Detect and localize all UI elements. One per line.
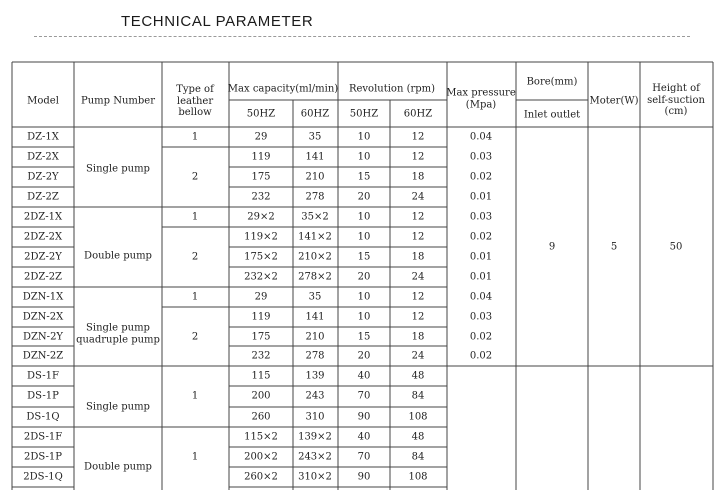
header-inlet-outlet: Inlet outlet xyxy=(523,109,581,121)
cell-capacity-50hz: 232 xyxy=(251,191,271,203)
pump-group-1: Single pump xyxy=(86,163,150,175)
cell-capacity-50hz: 119×2 xyxy=(244,231,278,243)
cell-revolution-60hz: 84 xyxy=(411,390,425,402)
cell-capacity-60hz: 141 xyxy=(305,151,325,163)
cell-capacity-50hz: 232×2 xyxy=(244,271,278,283)
cell-max-pressure: 0.02 xyxy=(469,350,493,362)
header-height xyxy=(647,83,705,118)
height-value: 50 xyxy=(669,241,683,253)
cell-revolution-60hz: 24 xyxy=(411,271,425,283)
cell-revolution-60hz: 18 xyxy=(411,251,425,263)
header-pressure xyxy=(446,88,516,111)
bellow-cell: 1 xyxy=(191,291,199,303)
bellow-cell: 2 xyxy=(191,171,199,183)
cell-model: 2DS-1Q xyxy=(23,471,63,483)
header-height-line2: self-suction xyxy=(647,94,705,106)
cell-capacity-50hz: 119 xyxy=(251,311,271,323)
cell-max-pressure: 0.02 xyxy=(469,331,493,343)
cell-capacity-50hz: 29 xyxy=(254,291,268,303)
header-bore: Bore(mm) xyxy=(526,76,578,88)
header-pressure-line1: Max pressure xyxy=(446,87,516,99)
bellow-cell: 1 xyxy=(191,131,199,143)
cell-revolution-60hz: 12 xyxy=(411,211,425,223)
cell-revolution-50hz: 70 xyxy=(357,390,371,402)
cell-model: DZN-2Y xyxy=(22,331,64,343)
cell-revolution-50hz: 10 xyxy=(357,231,371,243)
header-revolution-50hz: 50HZ xyxy=(349,108,379,120)
cell-capacity-60hz: 141 xyxy=(305,311,325,323)
header-motor: Moter(W) xyxy=(589,95,639,107)
header-capacity: Max capacity(ml/min) xyxy=(227,83,339,95)
cell-model: DZN-2X xyxy=(22,311,64,323)
pump-group-3-line2: quadruple pump xyxy=(76,334,160,345)
cell-model: DS-1P xyxy=(27,390,59,402)
cell-capacity-50hz: 260 xyxy=(251,411,271,423)
bellow-cell: 1 xyxy=(191,390,199,402)
bellow-cell: 1 xyxy=(191,451,199,463)
cell-capacity-50hz: 175 xyxy=(251,171,271,183)
header-bellow-line2: leather xyxy=(176,95,214,107)
cell-capacity-60hz: 139 xyxy=(305,370,325,382)
cell-model: DS-1Q xyxy=(26,411,60,423)
cell-revolution-60hz: 12 xyxy=(411,151,425,163)
header-height-line1: Height of xyxy=(652,82,700,94)
cell-capacity-60hz: 35 xyxy=(308,131,322,143)
header-capacity-50hz: 50HZ xyxy=(246,108,276,120)
pump-group-3-line1: Single pump xyxy=(86,322,150,334)
header-revolution-60hz: 60HZ xyxy=(403,108,433,120)
cell-revolution-50hz: 10 xyxy=(357,311,371,323)
cell-capacity-60hz: 243×2 xyxy=(298,451,332,463)
cell-model: DZ-2X xyxy=(27,151,59,163)
header-revolution: Revolution (rpm) xyxy=(348,83,436,95)
cell-revolution-50hz: 40 xyxy=(357,370,371,382)
cell-capacity-60hz: 139×2 xyxy=(298,431,332,443)
cell-revolution-60hz: 12 xyxy=(411,231,425,243)
cell-capacity-60hz: 210 xyxy=(305,331,325,343)
cell-revolution-60hz: 24 xyxy=(411,191,425,203)
cell-revolution-60hz: 48 xyxy=(411,370,425,382)
cell-revolution-50hz: 15 xyxy=(357,251,371,263)
cell-revolution-50hz: 10 xyxy=(357,291,371,303)
cell-max-pressure: 0.04 xyxy=(469,131,493,143)
cell-model: DZ-2Y xyxy=(27,171,59,183)
cell-revolution-50hz: 10 xyxy=(357,151,371,163)
cell-capacity-60hz: 310×2 xyxy=(298,471,332,483)
cell-max-pressure: 0.03 xyxy=(469,211,493,223)
cell-model: DZN-2Z xyxy=(22,350,64,362)
cell-model: DZ-1X xyxy=(27,131,59,143)
cell-revolution-50hz: 10 xyxy=(357,131,371,143)
bore-value: 9 xyxy=(548,241,556,253)
cell-revolution-60hz: 48 xyxy=(411,431,425,443)
cell-revolution-50hz: 15 xyxy=(357,171,371,183)
cell-revolution-60hz: 18 xyxy=(411,331,425,343)
cell-capacity-60hz: 210 xyxy=(305,171,325,183)
cell-model: 2DZ-2Y xyxy=(24,251,62,263)
cell-model: DZN-1X xyxy=(22,291,64,303)
cell-revolution-50hz: 70 xyxy=(357,451,371,463)
cell-capacity-50hz: 175×2 xyxy=(244,251,278,263)
cell-revolution-60hz: 12 xyxy=(411,291,425,303)
cell-capacity-60hz: 278×2 xyxy=(298,271,332,283)
cell-model: DS-1F xyxy=(27,370,59,382)
cell-max-pressure: 0.02 xyxy=(469,171,493,183)
cell-capacity-50hz: 29×2 xyxy=(247,211,275,223)
cell-capacity-50hz: 115 xyxy=(251,370,271,382)
cell-model: DZ-2Z xyxy=(27,191,59,203)
header-bellow xyxy=(176,84,214,119)
cell-revolution-50hz: 20 xyxy=(357,191,371,203)
cell-revolution-60hz: 108 xyxy=(408,471,428,483)
cell-capacity-50hz: 260×2 xyxy=(244,471,278,483)
cell-max-pressure: 0.01 xyxy=(469,271,493,283)
cell-capacity-60hz: 278 xyxy=(305,191,325,203)
cell-capacity-50hz: 119 xyxy=(251,151,271,163)
cell-max-pressure: 0.01 xyxy=(469,251,493,263)
cell-revolution-60hz: 12 xyxy=(411,131,425,143)
cell-capacity-50hz: 232 xyxy=(251,350,271,362)
cell-model: 2DZ-1X xyxy=(23,211,63,223)
cell-capacity-60hz: 310 xyxy=(305,411,325,423)
cell-max-pressure: 0.02 xyxy=(469,231,493,243)
cell-max-pressure: 0.03 xyxy=(469,311,493,323)
cell-capacity-50hz: 200 xyxy=(251,390,271,402)
header-model: Model xyxy=(27,95,59,107)
header-bellow-line1: Type of xyxy=(176,83,214,95)
cell-capacity-50hz: 200×2 xyxy=(244,451,278,463)
cell-revolution-60hz: 24 xyxy=(411,350,425,362)
bellow-cell: 2 xyxy=(191,331,199,343)
cell-model: 2DZ-2X xyxy=(23,231,63,243)
cell-capacity-50hz: 115×2 xyxy=(244,431,278,443)
cell-max-pressure: 0.04 xyxy=(469,291,493,303)
cell-revolution-60hz: 84 xyxy=(411,451,425,463)
header-pressure-line2: (Mpa) xyxy=(465,99,497,110)
pump-group-2: Double pump xyxy=(84,250,152,262)
cell-revolution-50hz: 90 xyxy=(357,471,371,483)
cell-revolution-50hz: 20 xyxy=(357,271,371,283)
header-capacity-60hz: 60HZ xyxy=(300,108,330,120)
bellow-cell: 1 xyxy=(191,211,199,223)
pump-group-5: Double pump xyxy=(84,461,152,473)
cell-model: 2DS-1P xyxy=(23,451,63,463)
pump-group-3 xyxy=(76,323,160,346)
cell-capacity-50hz: 29 xyxy=(254,131,268,143)
cell-model: 2DS-1F xyxy=(23,431,63,443)
cell-model: 2DZ-2Z xyxy=(23,271,63,283)
cell-capacity-60hz: 210×2 xyxy=(298,251,332,263)
header-pump-number: Pump Number xyxy=(80,95,156,107)
cell-capacity-60hz: 278 xyxy=(305,350,325,362)
page-title: TECHNICAL PARAMETER xyxy=(121,13,314,30)
cell-revolution-60hz: 108 xyxy=(408,411,428,423)
cell-max-pressure: 0.03 xyxy=(469,151,493,163)
cell-capacity-60hz: 141×2 xyxy=(298,231,332,243)
cell-max-pressure: 0.01 xyxy=(469,191,493,203)
header-height-line3: (cm) xyxy=(664,105,688,117)
motor-value: 5 xyxy=(610,241,618,253)
cell-revolution-50hz: 40 xyxy=(357,431,371,443)
cell-revolution-50hz: 20 xyxy=(357,350,371,362)
cell-revolution-60hz: 12 xyxy=(411,311,425,323)
cell-revolution-50hz: 15 xyxy=(357,331,371,343)
header-bellow-line3: bellow xyxy=(178,106,212,118)
cell-revolution-60hz: 18 xyxy=(411,171,425,183)
cell-capacity-60hz: 35 xyxy=(308,291,322,303)
cell-revolution-50hz: 90 xyxy=(357,411,371,423)
bellow-cell: 2 xyxy=(191,251,199,263)
cell-capacity-50hz: 175 xyxy=(251,331,271,343)
cell-capacity-60hz: 243 xyxy=(305,390,325,402)
cell-capacity-60hz: 35×2 xyxy=(301,211,329,223)
cell-revolution-50hz: 10 xyxy=(357,211,371,223)
pump-group-4: Single pump xyxy=(86,401,150,413)
